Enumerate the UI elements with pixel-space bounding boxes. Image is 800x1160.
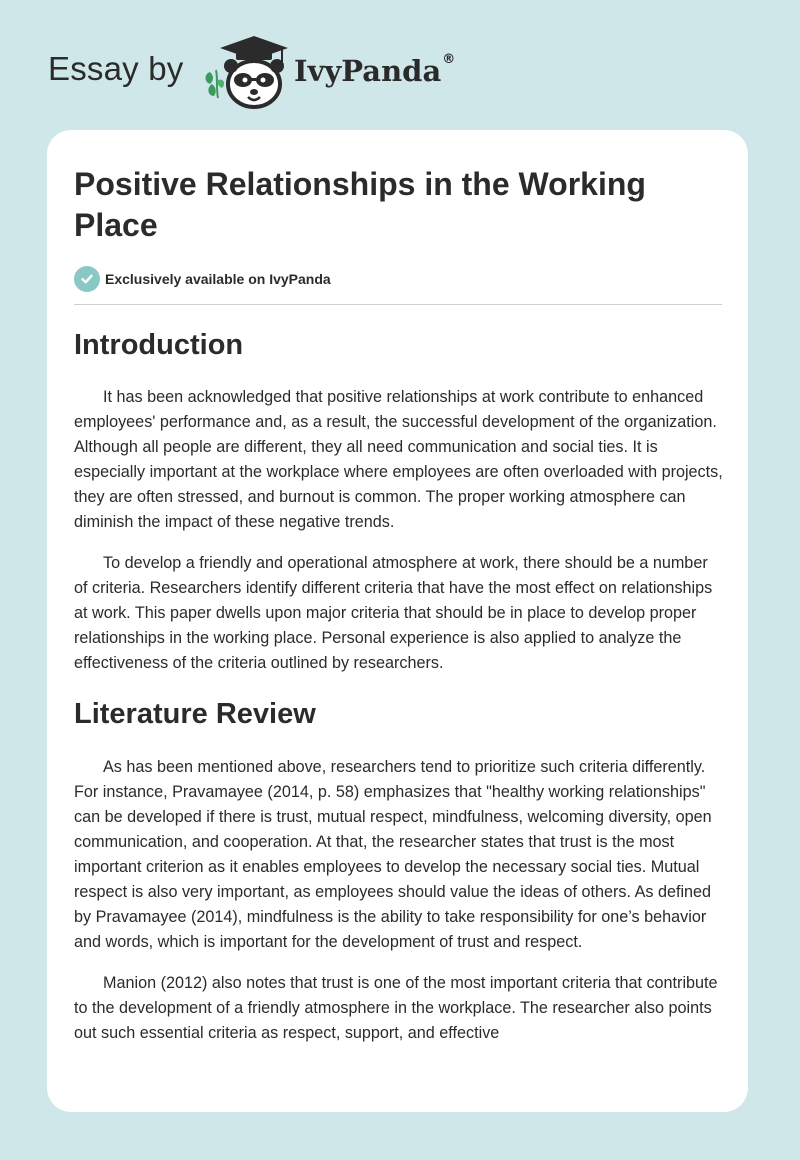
exclusive-badge <box>74 266 722 292</box>
section-heading-literature-review: Literature Review <box>74 698 316 730</box>
paragraph: As has been mentioned above, researchers tend to prioritize such criteria differently. For instance, Pravamayee (2014, p. 58) emphasizes that "healthy working relationships" can be developed if there is trust, mutual respect, mindfulness, welcoming diversity, open communication, and cooperation. At that, the researcher states that trust is the most important criterion as it enables employees to develop the necessary social ties. Mutual respect is also very important, as employees should value the ideas of others. As defined by Pravamayee (2014), mindfulness is the ability to take responsibility for one’s behavior and words, which is important for the development of trust and respect. <box>74 758 712 951</box>
panda-graduate-logo-icon[interactable] <box>202 34 292 110</box>
site-header <box>48 34 508 112</box>
registered-mark: ® <box>442 52 456 67</box>
divider <box>74 304 722 305</box>
article-card <box>47 130 748 1112</box>
paragraph: To develop a friendly and operational atmosphere at work, there should be a number of criteria. Researchers identify different criteria that have the most effect on relationships at work. This paper dwells upon major criteria that should be in place to develop proper relationships in the working place. Personal experience is also applied to analyze the effectiveness of the criteria outlined by researchers. <box>74 554 713 672</box>
brand-name[interactable]: IvyPanda® <box>294 52 456 88</box>
paragraph: It has been acknowledged that positive relationships at work contribute to enhanced employees' performance and, as a result, the successful development of the organization. Although all people are different, they all need communication and social ties. It is especially important at the workplace where employees are often overloaded with projects, they are often stressed, and burnout is common. The proper working atmosphere can diminish the impact of these negative trends. <box>74 388 723 531</box>
paragraph: Manion (2012) also notes that trust is one of the most important criteria that contribute to the development of a friendly atmosphere in the workplace. The researcher also points out such essential criteria as respect, support, and effective <box>74 974 718 1042</box>
article-title: Positive Relationships in the Working Place <box>74 166 646 243</box>
section-heading-introduction: Introduction <box>74 329 244 361</box>
essay-by-label: Essay by <box>48 50 184 87</box>
check-circle-icon <box>74 266 100 292</box>
badge-label: Exclusively available on IvyPanda <box>105 271 331 287</box>
